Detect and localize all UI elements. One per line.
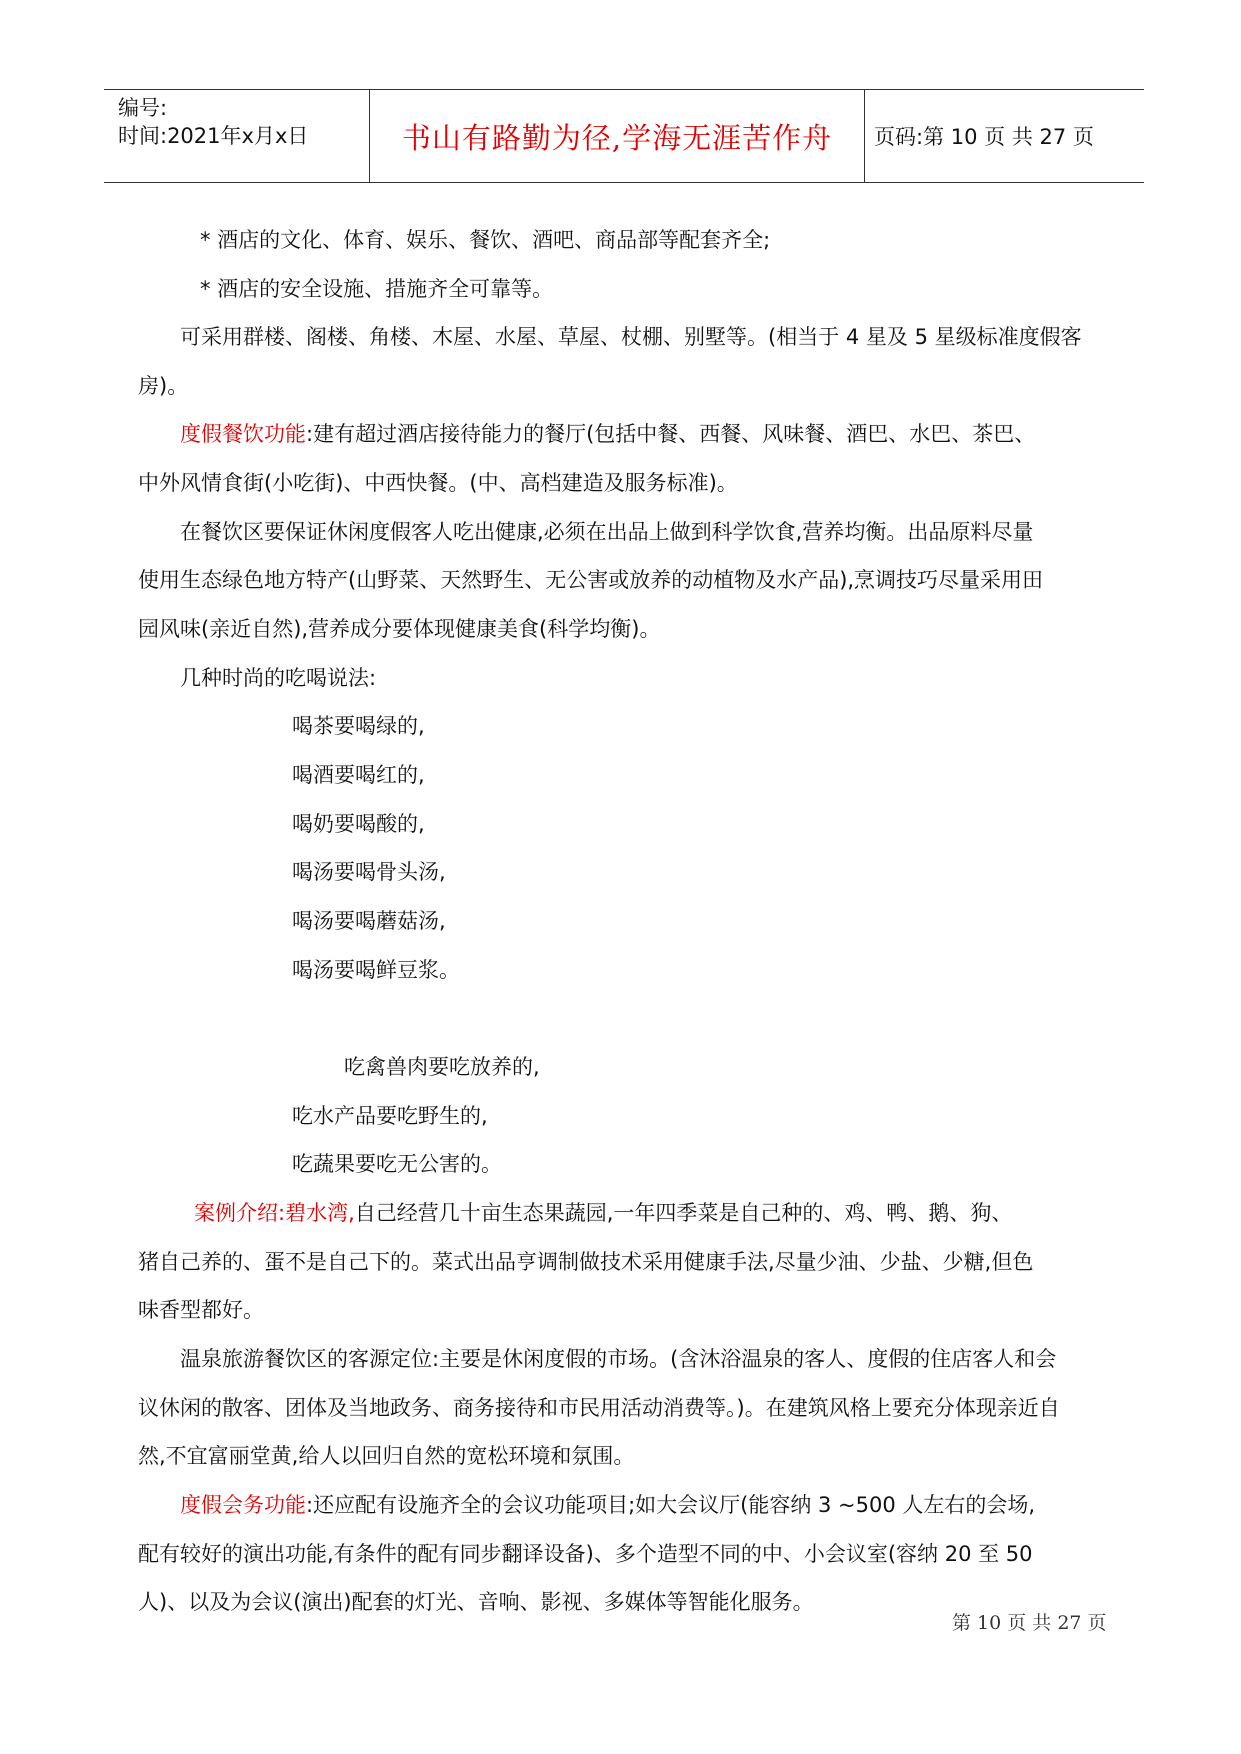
case-title: 案例介绍:碧水湾, (194, 1201, 355, 1225)
eat-line: 吃水产品要吃野生的, (292, 1104, 488, 1128)
para-building-line2: 房)。 (138, 374, 189, 398)
para-market-line1: 温泉旅游餐饮区的客源定位:主要是休闲度假的市场。(含沐浴温泉的客人、度假的住店客人和会 (180, 1347, 1057, 1371)
para-market-line2: 议休闲的散客、团体及当地政务、商务接待和市民用活动消费等。)。在建筑风格上要充分体现亲近自 (138, 1396, 1060, 1420)
footer-page-number: 第 10 页 共 27 页 (952, 1612, 1107, 1634)
para-building-line1: 可采用群楼、阁楼、角楼、木屋、水屋、草屋、杖棚、别墅等。(相当于 4 星及 5 星级标准度假客 (180, 325, 1082, 349)
meeting-line2: 配有较好的演出功能,有条件的配有同步翻译设备)、多个造型不同的中、小会议室(容纳 20 至 50 (138, 1542, 1033, 1566)
case-line1 (194, 1199, 1012, 1227)
bullet-culture: * 酒店的文化、体育、娱乐、餐饮、酒吧、商品部等配套齐全; (200, 228, 771, 252)
serial-label: 编号: (118, 96, 168, 120)
dining-line2: 中外风情食街(小吃街)、中西快餐。(中、高档建造及服务标准)。 (138, 471, 738, 495)
para-health-line1: 在餐饮区要保证休闲度假客人吃出健康,必须在出品上做到科学饮食,营养均衡。出品原料尽量 (180, 520, 1034, 544)
drink-line: 喝酒要喝红的, (292, 763, 425, 787)
header-page-code: 页码:第 10 页 共 27 页 (874, 125, 1094, 149)
para-market-line3: 然,不宜富丽堂黄,给人以回归自然的宽松环境和氛围。 (138, 1444, 635, 1468)
header-divider-right (864, 90, 865, 182)
case-line2: 猪自己养的、蛋不是自己下的。菜式出品亨调制做技术采用健康手法,尽量少油、少盐、少糖,但色 (138, 1250, 1034, 1274)
eat-line: 吃蔬果要吃无公害的。 (292, 1152, 502, 1176)
time-label: 时间:2021年x月x日 (118, 124, 309, 148)
bullet-safety: * 酒店的安全设施、措施齐全可靠等。 (200, 277, 554, 301)
para-health-line2: 使用生态绿色地方特产(山野菜、天然野生、无公害或放养的动植物及水产品),烹调技巧尽量采用田 (138, 568, 1044, 592)
dining-title: 度假餐饮功能 (180, 422, 306, 446)
drink-line: 喝茶要喝绿的, (292, 714, 425, 738)
meeting-title: 度假会务功能 (180, 1493, 306, 1517)
dining-text: :建有超过酒店接待能力的餐厅(包括中餐、西餐、风味餐、酒巴、水巴、茶巴、 (306, 422, 1036, 446)
meeting-line1 (180, 1491, 1035, 1519)
meeting-text: :还应配有设施齐全的会议功能项目;如大会议厅(能容纳 3 ~500 人左右的会场, (306, 1493, 1036, 1517)
drink-line: 喝汤要喝骨头汤, (292, 860, 446, 884)
header-meta (118, 94, 308, 150)
para-health-line3: 园风味(亲近自然),营养成分要体现健康美食(科学均衡)。 (138, 617, 661, 641)
page-header (104, 89, 1144, 183)
drink-line: 喝汤要喝蘑菇汤, (292, 909, 446, 933)
drink-line: 喝汤要喝鲜豆浆。 (292, 958, 460, 982)
eat-line: 吃禽兽肉要吃放养的, (344, 1055, 540, 1079)
meeting-line3: 人)、以及为会议(演出)配套的灯光、音响、影视、多媒体等智能化服务。 (138, 1590, 814, 1614)
header-motto: 书山有路勤为径,学海无涯苦作舟 (401, 120, 833, 155)
drink-line: 喝奶要喝酸的, (292, 812, 425, 836)
case-line3: 味香型都好。 (138, 1298, 264, 1322)
case-text: 自己经营几十亩生态果蔬园,一年四季菜是自己种的、鸡、鸭、鹅、狗、 (354, 1201, 1013, 1225)
saying-intro: 几种时尚的吃喝说法: (180, 666, 377, 690)
dining-line1 (180, 420, 1035, 448)
